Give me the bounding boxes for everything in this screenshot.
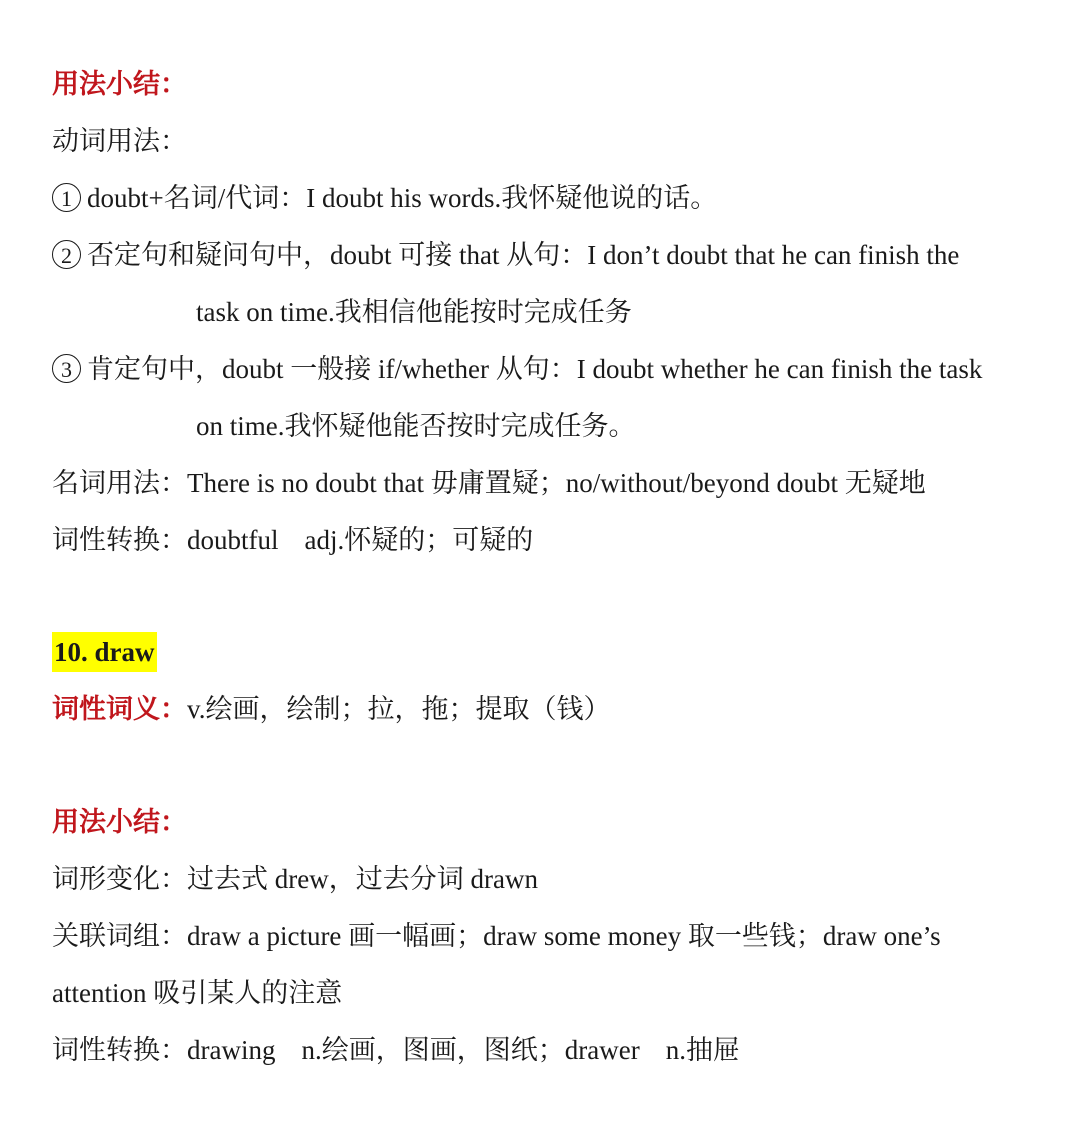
- item-3-continuation: on time.我怀疑他能否按时完成任务。: [196, 411, 636, 441]
- conv-word-2: drawer: [564, 1035, 640, 1065]
- pos-meaning-label: 词性词义：: [52, 694, 187, 724]
- word-forms: 词形变化：过去式 drew，过去分词 drawn: [52, 864, 538, 894]
- conv-meaning-1: n.绘画，图画，图纸；: [301, 1035, 565, 1065]
- pos-conversion-label-2: 词性转换：: [52, 1035, 187, 1065]
- verb-usage-label: 动词用法：: [52, 126, 187, 156]
- pos-conversion: [52, 520, 533, 560]
- conv-word-1: drawing: [187, 1035, 276, 1065]
- circled-number-1: 1: [52, 183, 81, 212]
- pos-conversion-word: doubtful: [187, 525, 279, 555]
- item-1-text: doubt+名词/代词：I doubt his words.我怀疑他说的话。: [87, 183, 718, 213]
- verb-usage-item-1: [52, 178, 717, 218]
- usage-heading-2: 用法小结：: [52, 807, 187, 837]
- usage-heading: 用法小结：: [52, 69, 187, 99]
- circled-number-2: 2: [52, 240, 81, 269]
- conv-meaning-2: n.抽屉: [665, 1035, 740, 1065]
- verb-usage-item-2: [52, 235, 959, 275]
- item-2-continuation: task on time.我相信他能按时完成任务: [196, 297, 632, 327]
- pos-conversion-label: 词性转换：: [52, 525, 187, 555]
- pos-conversion-2: [52, 1030, 740, 1070]
- item-3-text: 肯定句中，doubt 一般接 if/whether 从句：I doubt whether he can finish the task: [87, 354, 983, 384]
- related-phrases-continuation: attention 吸引某人的注意: [52, 978, 343, 1008]
- pos-meaning-text: v.绘画，绘制；拉，拖；提取（钱）: [187, 694, 611, 724]
- related-phrases: 关联词组：draw a picture 画一幅画；draw some money 取一些钱；draw one’s: [52, 921, 941, 951]
- pos-meaning: [52, 689, 611, 729]
- verb-usage-item-3: [52, 349, 982, 389]
- entry-title-highlight: 10. draw: [52, 632, 157, 672]
- circled-number-3: 3: [52, 354, 81, 383]
- item-2-text: 否定句和疑问句中，doubt 可接 that 从句：I don’t doubt that he can finish the: [87, 240, 960, 270]
- entry-title: [52, 632, 157, 672]
- noun-usage: 名词用法：There is no doubt that 毋庸置疑；no/without/beyond doubt 无疑地: [52, 468, 926, 498]
- pos-conversion-meaning: adj.怀疑的；可疑的: [304, 525, 534, 555]
